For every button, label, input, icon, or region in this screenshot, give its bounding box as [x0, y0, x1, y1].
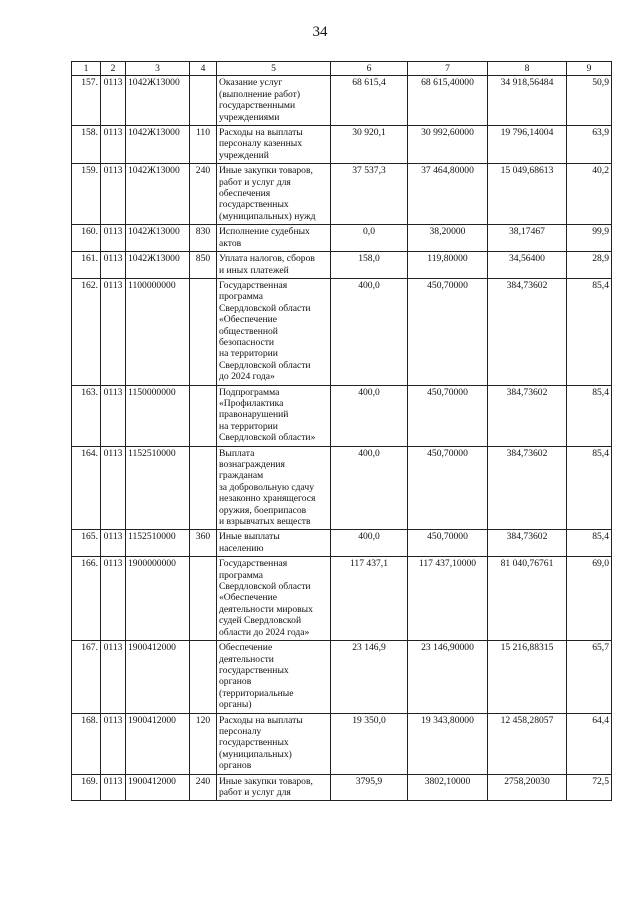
row-number: 161. — [72, 252, 101, 279]
row-number: 166. — [72, 557, 101, 641]
value-col-9: 72,5 — [567, 774, 612, 801]
target-article-code: 1900412000 — [126, 713, 190, 774]
value-col-8: 2758,20030 — [488, 774, 567, 801]
expense-type-code — [190, 278, 217, 385]
section-code: 0113 — [101, 252, 126, 279]
table-body — [72, 76, 612, 801]
value-col-7: 450,70000 — [408, 278, 488, 385]
value-col-8: 15 216,88315 — [488, 641, 567, 713]
row-number: 159. — [72, 164, 101, 225]
value-col-7: 37 464,80000 — [408, 164, 488, 225]
section-code: 0113 — [101, 530, 126, 557]
expense-type-code — [190, 557, 217, 641]
value-col-6: 23 146,9 — [331, 641, 408, 713]
target-article-code: 1152510000 — [126, 530, 190, 557]
value-col-8: 12 458,28057 — [488, 713, 567, 774]
value-col-7: 450,70000 — [408, 530, 488, 557]
item-name: Иные выплаты населению — [217, 530, 331, 557]
value-col-8: 384,73602 — [488, 278, 567, 385]
expense-type-code — [190, 76, 217, 126]
value-col-9: 85,4 — [567, 278, 612, 385]
column-header: 1 — [72, 62, 101, 76]
value-col-7: 450,70000 — [408, 446, 488, 530]
value-col-8: 38,17467 — [488, 225, 567, 252]
budget-table — [71, 61, 612, 801]
header-row — [72, 62, 612, 76]
value-col-7: 19 343,80000 — [408, 713, 488, 774]
column-header: 4 — [190, 62, 217, 76]
expense-type-code: 120 — [190, 713, 217, 774]
column-header: 8 — [488, 62, 567, 76]
table-row — [72, 278, 612, 385]
target-article-code: 1900412000 — [126, 774, 190, 801]
item-name: Уплата налогов, сборов и иных платежей — [217, 252, 331, 279]
section-code: 0113 — [101, 385, 126, 446]
row-number: 168. — [72, 713, 101, 774]
table-row — [72, 774, 612, 801]
target-article-code: 1152510000 — [126, 446, 190, 530]
target-article-code: 1042Ж13000 — [126, 164, 190, 225]
section-code: 0113 — [101, 774, 126, 801]
target-article-code: 1900000000 — [126, 557, 190, 641]
table-row — [72, 164, 612, 225]
value-col-8: 34,56400 — [488, 252, 567, 279]
column-header: 5 — [217, 62, 331, 76]
table-row — [72, 557, 612, 641]
row-number: 169. — [72, 774, 101, 801]
table-row — [72, 641, 612, 713]
column-header: 9 — [567, 62, 612, 76]
row-number: 160. — [72, 225, 101, 252]
table-row — [72, 76, 612, 126]
target-article-code: 1042Ж13000 — [126, 252, 190, 279]
table-row — [72, 713, 612, 774]
value-col-6: 158,0 — [331, 252, 408, 279]
value-col-8: 384,73602 — [488, 446, 567, 530]
value-col-9: 40,2 — [567, 164, 612, 225]
section-code: 0113 — [101, 557, 126, 641]
page-number: 34 — [312, 24, 328, 40]
value-col-6: 30 920,1 — [331, 126, 408, 164]
value-col-7: 38,20000 — [408, 225, 488, 252]
value-col-7: 450,70000 — [408, 385, 488, 446]
item-name: Исполнение судебных актов — [217, 225, 331, 252]
value-col-7: 30 992,60000 — [408, 126, 488, 164]
value-col-6: 0,0 — [331, 225, 408, 252]
expense-type-code — [190, 446, 217, 530]
value-col-6: 400,0 — [331, 530, 408, 557]
value-col-6: 400,0 — [331, 278, 408, 385]
value-col-9: 50,9 — [567, 76, 612, 126]
value-col-8: 19 796,14004 — [488, 126, 567, 164]
value-col-6: 117 437,1 — [331, 557, 408, 641]
expense-type-code: 360 — [190, 530, 217, 557]
item-name: Иные закупки товаров, работ и услуг для обеспечения государственных (муниципальных) нужд — [217, 164, 331, 225]
section-code: 0113 — [101, 164, 126, 225]
expense-type-code — [190, 641, 217, 713]
expense-type-code: 240 — [190, 164, 217, 225]
row-number: 162. — [72, 278, 101, 385]
target-article-code: 1042Ж13000 — [126, 225, 190, 252]
value-col-8: 34 918,56484 — [488, 76, 567, 126]
table-row — [72, 252, 612, 279]
value-col-7: 23 146,90000 — [408, 641, 488, 713]
target-article-code: 1100000000 — [126, 278, 190, 385]
section-code: 0113 — [101, 126, 126, 164]
value-col-6: 3795,9 — [331, 774, 408, 801]
value-col-8: 15 049,68613 — [488, 164, 567, 225]
value-col-9: 85,4 — [567, 530, 612, 557]
item-name: Государственная программа Свердловской области «Обеспечение общественной безопасности на территории Свердловской области до 2024 года» — [217, 278, 331, 385]
item-name: Расходы на выплаты персоналу казенных учреждений — [217, 126, 331, 164]
row-number: 164. — [72, 446, 101, 530]
value-col-9: 85,4 — [567, 385, 612, 446]
item-name: Выплата вознаграждения гражданам за добровольную сдачу незаконно хранящегося оружия, боеприпасов и взрывчатых веществ — [217, 446, 331, 530]
value-col-6: 400,0 — [331, 446, 408, 530]
value-col-6: 400,0 — [331, 385, 408, 446]
value-col-9: 63,9 — [567, 126, 612, 164]
value-col-8: 384,73602 — [488, 530, 567, 557]
section-code: 0113 — [101, 713, 126, 774]
target-article-code: 1150000000 — [126, 385, 190, 446]
value-col-8: 81 040,76761 — [488, 557, 567, 641]
row-number: 165. — [72, 530, 101, 557]
row-number: 163. — [72, 385, 101, 446]
section-code: 0113 — [101, 278, 126, 385]
value-col-9: 69,0 — [567, 557, 612, 641]
item-name: Расходы на выплаты персоналу государственных (муниципальных) органов — [217, 713, 331, 774]
target-article-code: 1900412000 — [126, 641, 190, 713]
value-col-6: 68 615,4 — [331, 76, 408, 126]
table-row — [72, 385, 612, 446]
item-name: Государственная программа Свердловской области «Обеспечение деятельности мировых судей Свердловской области до 2024 года» — [217, 557, 331, 641]
value-col-8: 384,73602 — [488, 385, 567, 446]
value-col-9: 64,4 — [567, 713, 612, 774]
expense-type-code: 110 — [190, 126, 217, 164]
column-header: 7 — [408, 62, 488, 76]
target-article-code: 1042Ж13000 — [126, 76, 190, 126]
table-row — [72, 530, 612, 557]
item-name: Оказание услуг (выполнение работ) государственными учреждениями — [217, 76, 331, 126]
section-code: 0113 — [101, 641, 126, 713]
column-header: 3 — [126, 62, 190, 76]
table-row — [72, 225, 612, 252]
value-col-6: 19 350,0 — [331, 713, 408, 774]
item-name: Иные закупки товаров, работ и услуг для — [217, 774, 331, 801]
row-number: 157. — [72, 76, 101, 126]
table-row — [72, 126, 612, 164]
section-code: 0113 — [101, 225, 126, 252]
expense-type-code: 240 — [190, 774, 217, 801]
expense-type-code: 850 — [190, 252, 217, 279]
value-col-6: 37 537,3 — [331, 164, 408, 225]
value-col-7: 3802,10000 — [408, 774, 488, 801]
value-col-7: 119,80000 — [408, 252, 488, 279]
row-number: 158. — [72, 126, 101, 164]
section-code: 0113 — [101, 76, 126, 126]
value-col-9: 65,7 — [567, 641, 612, 713]
value-col-7: 68 615,40000 — [408, 76, 488, 126]
column-header: 2 — [101, 62, 126, 76]
item-name: Обеспечение деятельности государственных органов (территориальные органы) — [217, 641, 331, 713]
expense-type-code: 830 — [190, 225, 217, 252]
value-col-9: 99,9 — [567, 225, 612, 252]
expense-type-code — [190, 385, 217, 446]
column-header: 6 — [331, 62, 408, 76]
value-col-7: 117 437,10000 — [408, 557, 488, 641]
value-col-9: 28,9 — [567, 252, 612, 279]
section-code: 0113 — [101, 446, 126, 530]
value-col-9: 85,4 — [567, 446, 612, 530]
row-number: 167. — [72, 641, 101, 713]
item-name: Подпрограмма «Профилактика правонарушений на территории Свердловской области» — [217, 385, 331, 446]
target-article-code: 1042Ж13000 — [126, 126, 190, 164]
table-row — [72, 446, 612, 530]
